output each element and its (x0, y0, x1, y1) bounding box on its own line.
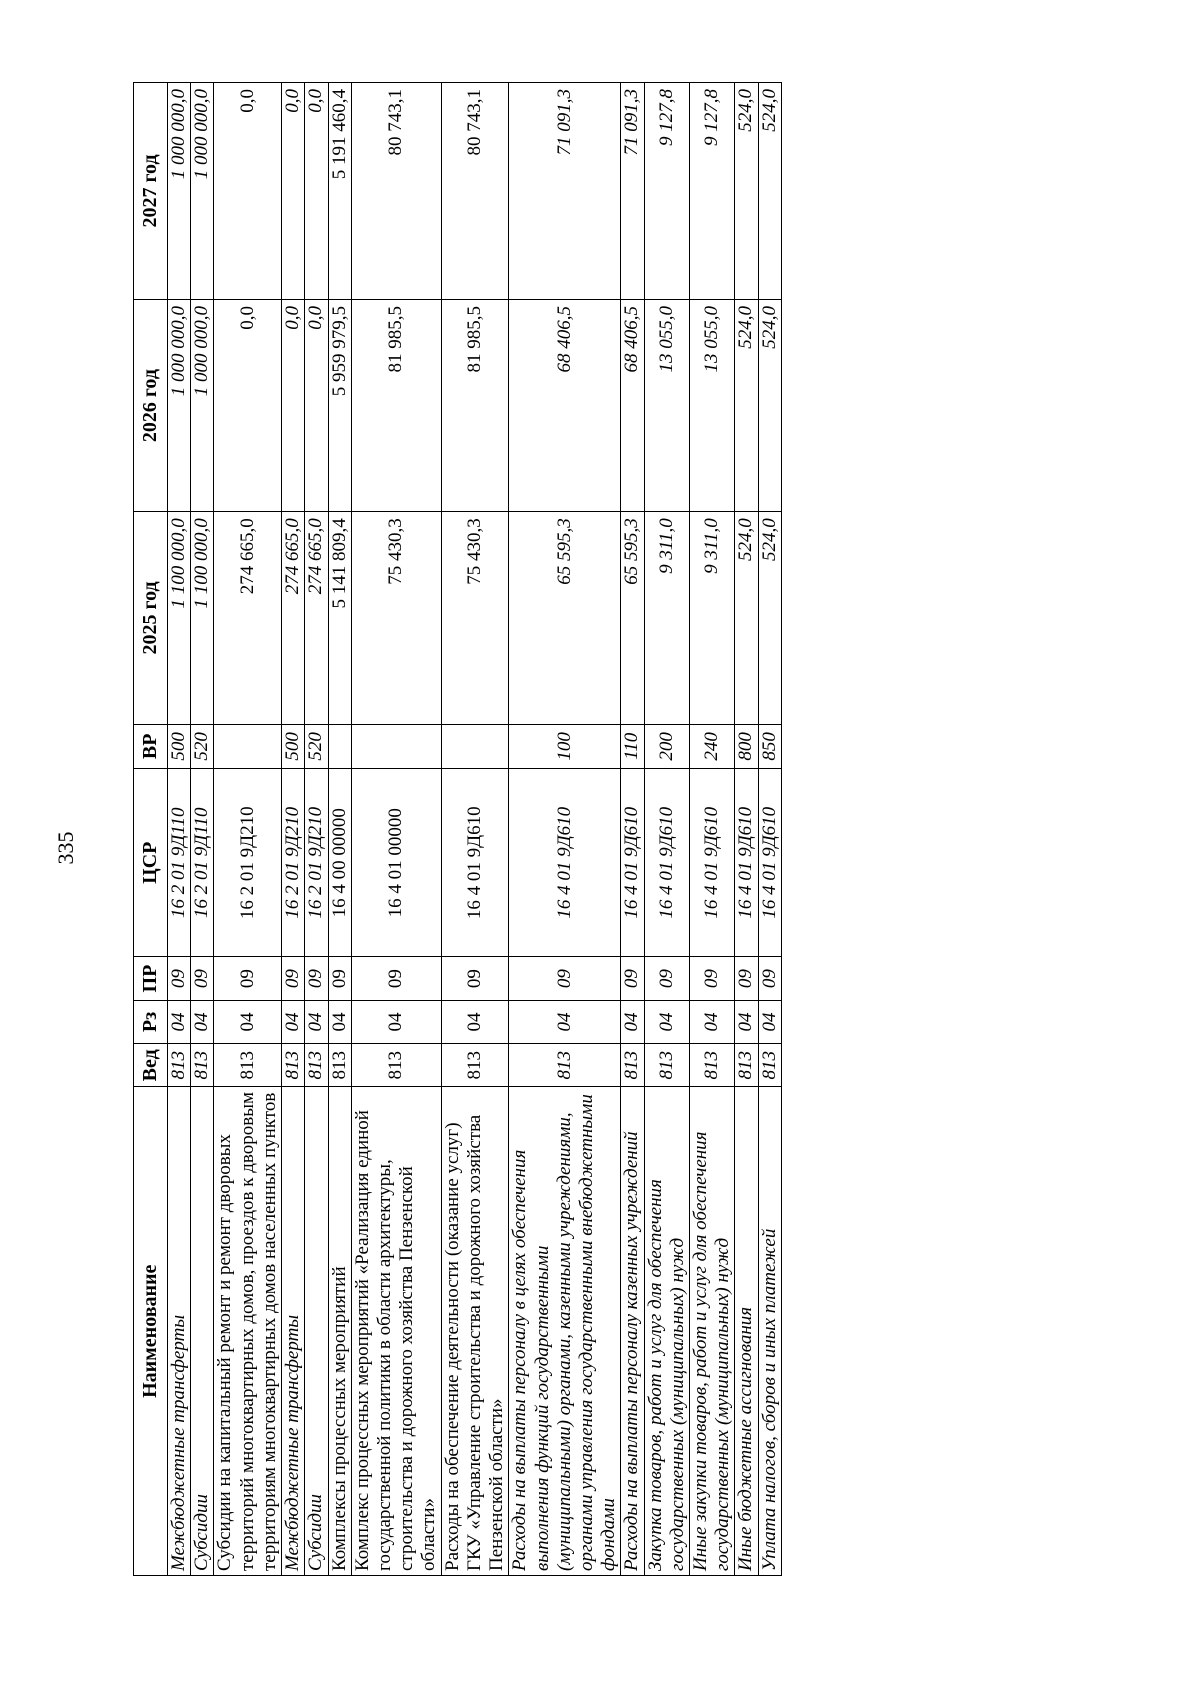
cell-y2027: 71 091,3 (621, 83, 644, 300)
cell-vr: 500 (168, 724, 191, 769)
cell-vr: 500 (282, 724, 305, 769)
header-rz: Рз (134, 1000, 168, 1043)
cell-y2026: 0,0 (282, 299, 305, 511)
cell-ved: 813 (735, 1044, 758, 1087)
cell-rz: 04 (621, 1000, 644, 1043)
cell-ved: 813 (441, 1044, 509, 1087)
cell-ved: 813 (214, 1044, 282, 1087)
cell-csr: 16 4 01 9Д610 (690, 769, 735, 957)
cell-y2027: 524,0 (758, 83, 781, 300)
cell-y2026: 13 055,0 (690, 299, 735, 511)
cell-pr: 09 (168, 957, 191, 1000)
table-row (509, 83, 621, 1576)
table-row (214, 83, 282, 1576)
cell-vr: 240 (690, 724, 735, 769)
cell-name: Расходы на обеспечение деятельности (оказание услуг) ГКУ «Управление строительства и дорожного хозяйства Пензенской области» (441, 1087, 509, 1576)
cell-csr: 16 2 01 9Д210 (282, 769, 305, 957)
budget-table (133, 82, 782, 1576)
cell-name: Расходы на выплаты персоналу в целях обеспечения выполнения функций государственными (муниципальными) органами, казенными учреждениями, органами управления государственными внебюджетными фондами (509, 1087, 621, 1576)
cell-name: Иные закупки товаров, работ и услуг для обеспечения государственных (муниципальных) нужд (690, 1087, 735, 1576)
cell-name: Расходы на выплаты персоналу казенных учреждений (621, 1087, 644, 1576)
cell-pr: 09 (191, 957, 214, 1000)
cell-y2027: 0,0 (282, 83, 305, 300)
table-row (735, 83, 758, 1576)
cell-y2026: 524,0 (758, 299, 781, 511)
cell-y2025: 65 595,3 (621, 512, 644, 724)
cell-y2025: 9 311,0 (690, 512, 735, 724)
cell-rz: 04 (441, 1000, 509, 1043)
cell-y2027: 80 743,1 (351, 83, 441, 300)
cell-rz: 04 (168, 1000, 191, 1043)
cell-name: Комплексы процессных мероприятий (328, 1087, 351, 1576)
cell-y2026: 1 000 000,0 (191, 299, 214, 511)
cell-vr (351, 724, 441, 769)
cell-y2025: 1 100 000,0 (191, 512, 214, 724)
cell-y2026: 0,0 (214, 299, 282, 511)
cell-ved: 813 (621, 1044, 644, 1087)
header-2025: 2025 год (134, 512, 168, 724)
cell-pr: 09 (305, 957, 328, 1000)
cell-csr: 16 4 01 9Д610 (621, 769, 644, 957)
cell-pr: 09 (621, 957, 644, 1000)
table-row (441, 83, 509, 1576)
cell-rz: 04 (351, 1000, 441, 1043)
cell-y2027: 5 191 460,4 (328, 83, 351, 300)
cell-pr: 09 (282, 957, 305, 1000)
cell-pr: 09 (690, 957, 735, 1000)
cell-rz: 04 (328, 1000, 351, 1043)
cell-pr: 09 (328, 957, 351, 1000)
cell-rz: 04 (758, 1000, 781, 1043)
cell-y2026: 0,0 (305, 299, 328, 511)
cell-vr: 800 (735, 724, 758, 769)
cell-csr: 16 4 01 9Д610 (441, 769, 509, 957)
cell-vr: 520 (305, 724, 328, 769)
cell-ved: 813 (191, 1044, 214, 1087)
cell-rz: 04 (191, 1000, 214, 1043)
cell-name: Субсидии на капитальный ремонт и ремонт дворовых территорий многоквартирных домов, проездов к дворовым территориям многоквартирных домов населенных пунктов (214, 1087, 282, 1576)
cell-y2027: 0,0 (214, 83, 282, 300)
table-body (168, 83, 782, 1576)
cell-rz: 04 (644, 1000, 689, 1043)
cell-csr: 16 2 01 9Д110 (191, 769, 214, 957)
cell-pr: 09 (214, 957, 282, 1000)
header-name: Наименование (134, 1087, 168, 1576)
cell-y2025: 9 311,0 (644, 512, 689, 724)
header-ved: Вед (134, 1044, 168, 1087)
cell-rz: 04 (305, 1000, 328, 1043)
cell-y2027: 524,0 (735, 83, 758, 300)
page-number: 335 (53, 831, 78, 865)
cell-csr: 16 2 01 9Д210 (305, 769, 328, 957)
header-2027: 2027 год (134, 83, 168, 300)
cell-y2027: 71 091,3 (509, 83, 621, 300)
cell-ved: 813 (351, 1044, 441, 1087)
cell-csr: 16 2 01 9Д210 (214, 769, 282, 957)
cell-name: Уплата налогов, сборов и иных платежей (758, 1087, 781, 1576)
cell-name: Иные бюджетные ассигнования (735, 1087, 758, 1576)
table-row (191, 83, 214, 1576)
header-vr: ВР (134, 724, 168, 769)
cell-rz: 04 (214, 1000, 282, 1043)
cell-name: Субсидии (305, 1087, 328, 1576)
cell-ved: 813 (328, 1044, 351, 1087)
cell-ved: 813 (168, 1044, 191, 1087)
cell-y2025: 274 665,0 (305, 512, 328, 724)
cell-csr: 16 4 00 00000 (328, 769, 351, 957)
cell-y2025: 274 665,0 (282, 512, 305, 724)
cell-name: Комплекс процессных мероприятий «Реализация единой государственной политики в области архитектуры, строительства и дорожного хозяйства Пензенской области» (351, 1087, 441, 1576)
cell-csr: 16 4 01 9Д610 (644, 769, 689, 957)
cell-pr: 09 (351, 957, 441, 1000)
cell-y2025: 75 430,3 (441, 512, 509, 724)
cell-y2026: 81 985,5 (441, 299, 509, 511)
cell-ved: 813 (758, 1044, 781, 1087)
cell-csr: 16 2 01 9Д110 (168, 769, 191, 957)
cell-vr (441, 724, 509, 769)
cell-y2025: 5 141 809,4 (328, 512, 351, 724)
cell-vr: 100 (509, 724, 621, 769)
table-row (644, 83, 689, 1576)
cell-y2025: 75 430,3 (351, 512, 441, 724)
cell-name: Закупка товаров, работ и услуг для обеспечения государственных (муниципальных) нужд (644, 1087, 689, 1576)
table-row (328, 83, 351, 1576)
cell-pr: 09 (441, 957, 509, 1000)
cell-pr: 09 (509, 957, 621, 1000)
cell-y2026: 524,0 (735, 299, 758, 511)
cell-y2025: 1 100 000,0 (168, 512, 191, 724)
cell-y2027: 0,0 (305, 83, 328, 300)
table-row (621, 83, 644, 1576)
cell-pr: 09 (644, 957, 689, 1000)
header-csr: ЦСР (134, 769, 168, 957)
cell-vr: 200 (644, 724, 689, 769)
cell-csr: 16 4 01 00000 (351, 769, 441, 957)
cell-csr: 16 4 01 9Д610 (509, 769, 621, 957)
cell-y2025: 524,0 (735, 512, 758, 724)
cell-y2027: 80 743,1 (441, 83, 509, 300)
cell-vr (328, 724, 351, 769)
cell-y2027: 9 127,8 (690, 83, 735, 300)
cell-vr (214, 724, 282, 769)
cell-y2026: 13 055,0 (644, 299, 689, 511)
header-2026: 2026 год (134, 299, 168, 511)
cell-y2025: 524,0 (758, 512, 781, 724)
cell-name: Субсидии (191, 1087, 214, 1576)
cell-csr: 16 4 01 9Д610 (758, 769, 781, 957)
cell-y2027: 1 000 000,0 (168, 83, 191, 300)
cell-ved: 813 (509, 1044, 621, 1087)
cell-y2025: 65 595,3 (509, 512, 621, 724)
cell-ved: 813 (690, 1044, 735, 1087)
cell-csr: 16 4 01 9Д610 (735, 769, 758, 957)
cell-vr: 850 (758, 724, 781, 769)
cell-rz: 04 (690, 1000, 735, 1043)
cell-name: Межбюджетные трансферты (168, 1087, 191, 1576)
cell-rz: 04 (282, 1000, 305, 1043)
cell-y2027: 1 000 000,0 (191, 83, 214, 300)
cell-ved: 813 (644, 1044, 689, 1087)
cell-name: Межбюджетные трансферты (282, 1087, 305, 1576)
table-row (351, 83, 441, 1576)
table-row (758, 83, 781, 1576)
cell-y2027: 9 127,8 (644, 83, 689, 300)
cell-y2025: 274 665,0 (214, 512, 282, 724)
cell-vr: 520 (191, 724, 214, 769)
cell-pr: 09 (735, 957, 758, 1000)
budget-table-sheet (133, 82, 1047, 1576)
cell-pr: 09 (758, 957, 781, 1000)
table-row (690, 83, 735, 1576)
cell-y2026: 68 406,5 (509, 299, 621, 511)
table-row (305, 83, 328, 1576)
cell-y2026: 1 000 000,0 (168, 299, 191, 511)
cell-vr: 110 (621, 724, 644, 769)
cell-y2026: 81 985,5 (351, 299, 441, 511)
cell-y2026: 68 406,5 (621, 299, 644, 511)
cell-ved: 813 (305, 1044, 328, 1087)
table-row (168, 83, 191, 1576)
cell-rz: 04 (735, 1000, 758, 1043)
table-header (134, 83, 168, 1576)
cell-y2026: 5 959 979,5 (328, 299, 351, 511)
cell-ved: 813 (282, 1044, 305, 1087)
cell-rz: 04 (509, 1000, 621, 1043)
header-pr: ПР (134, 957, 168, 1000)
table-row (282, 83, 305, 1576)
